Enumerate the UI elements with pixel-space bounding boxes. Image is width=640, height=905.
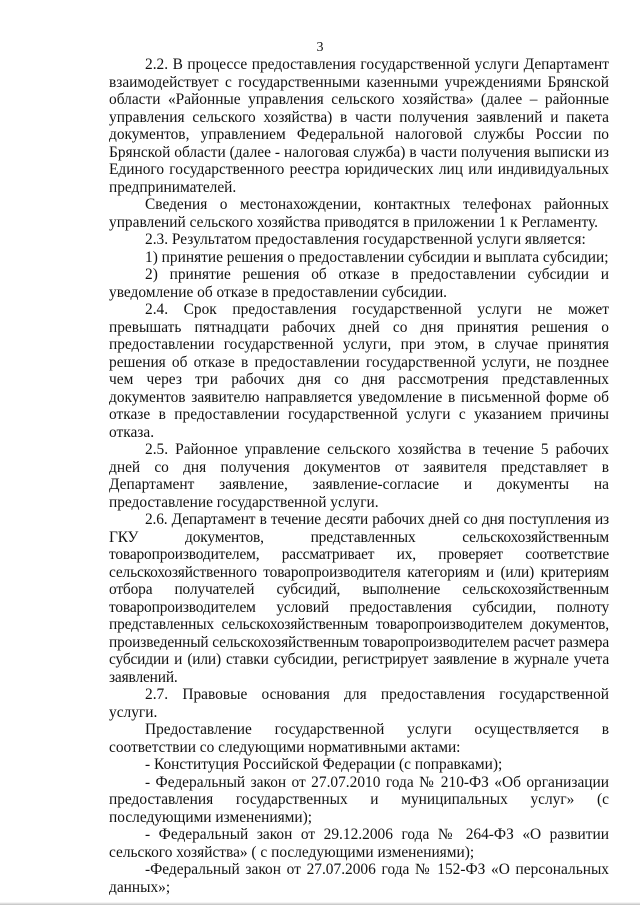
paragraph-contacts: Сведения о местонахождении, контактных телефонах районных управлений сельского хозяйства приводятся в приложении 1 к Регламенту. — [109, 196, 609, 231]
paragraph-2-3: 2.3. Результатом предоставления государственной услуги является: — [145, 231, 586, 248]
legal-act-constitution: - Конституция Российской Федерации (с поправками); — [145, 756, 503, 773]
document-body — [109, 56, 609, 896]
result-item-2: 2) принятие решения об отказе в предоставлении субсидии и уведомление об отказе в предоставлении субсидии. — [109, 266, 609, 301]
paragraph-2-5: 2.5. Районное управление сельского хозяйства в течение 5 рабочих дней со дня получения документов от заявителя представляет в Департамент заявление, заявление-согласие и документы на предоставление государственной услуги. — [109, 441, 609, 511]
paragraph-2-7: 2.7. Правовые основания для предоставления государственной услуги. — [109, 686, 609, 721]
legal-act-152-fz: -Федеральный закон от 27.07.2006 года № 152-ФЗ «О персональных данных»; — [109, 861, 609, 896]
legal-act-264-fz: - Федеральный закон от 29.12.2006 года № 264-ФЗ «О развитии сельского хозяйства» ( с последующими изменениями); — [109, 826, 609, 861]
page-number: 3 — [316, 40, 324, 55]
paragraph-legal-basis: Предоставление государственной услуги осуществляется в соответствии со следующими нормативными актами: — [109, 721, 609, 756]
legal-act-210-fz: - Федеральный закон от 27.07.2010 года № 210-ФЗ «Об организации предоставления государственных и муниципальных услуг» (с последующими изменениями); — [109, 773, 609, 826]
paragraph-2-6: 2.6. Департамент в течение десяти рабочих дней со дня поступления из ГКУ документов, представленных сельскохозяйственным товаропроизводителем, рассматривает их, проверяет соответствие сельскохозяйственного товаропроизводителя категориям и (или) критериям отбора получателей субсидий, выполнение сельскохозяйственным товаропроизводителем условий предоставления субсидии, полноту представленных сельскохозяйственным товаропроизводителем документов, произведенный сельскохозяйственным товаропроизводителем расчет размера субсидии и (или) ставки субсидии, регистрирует заявление в журнале учета заявлений. — [109, 511, 609, 686]
paragraph-2-4: 2.4. Срок предоставления государственной услуги не может превышать пятнадцати рабочих дней со дня принятия решения о предоставлении государственной услуги, при этом, в случае принятия решения об отказе в предоставлении государственной услуги, не позднее чем через три рабочих дня со дня рассмотрения представленных документов заявителю направляется уведомление в письменной форме об отказе в предоставлении государственной услуги с указанием причины отказа. — [109, 301, 609, 441]
paragraph-2-2: 2.2. В процессе предоставления государственной услуги Департамент взаимодействует с государственными казенными учреждениями Брянской области «Районные управления сельского хозяйства» (далее – районные управления сельского хозяйства) в части получения заявлений и пакета документов, управлением Федеральной налоговой службы России по Брянской области (далее - налоговая служба) в части получения выписки из Единого государственного реестра юридических лиц или индивидуальных предпринимателей. — [109, 56, 609, 196]
result-item-1: 1) принятие решения о предоставлении субсидии и выплата субсидии; — [145, 248, 609, 266]
